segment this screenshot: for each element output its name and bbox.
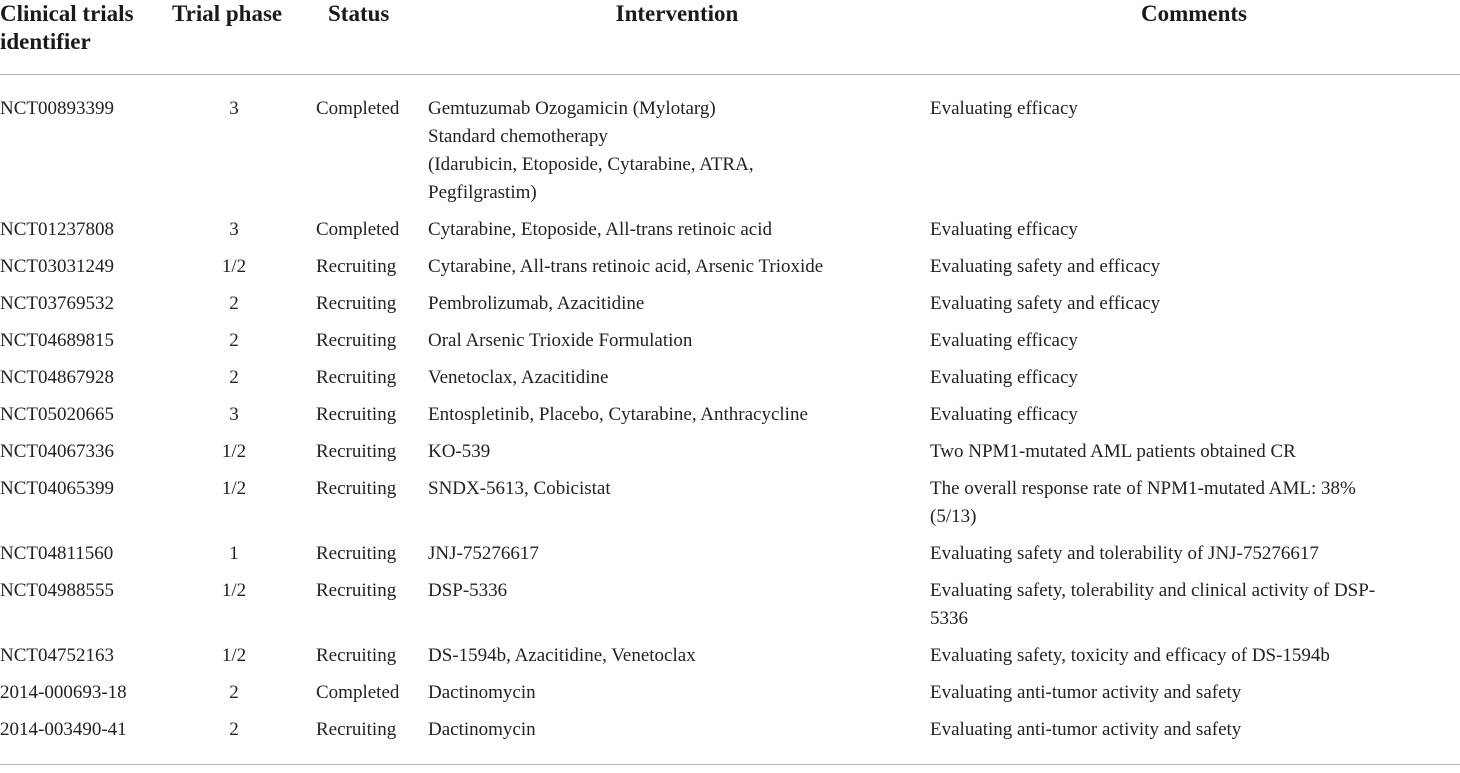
header-identifier-line1: Clinical trials (0, 1, 134, 26)
cell-phase: 2 (229, 293, 239, 314)
cell-intervention (426, 75, 928, 213)
cell-phase: 3 (229, 219, 239, 240)
cell-comments: Evaluating anti-tumor activity and safety (928, 712, 1460, 765)
intervention-line: (Idarubicin, Etoposide, Cytarabine, ATRA, (428, 154, 754, 175)
cell-status: Recruiting (316, 293, 397, 314)
cell-status: Recruiting (316, 367, 397, 388)
cell-comments: Evaluating safety and tolerability of JNJ-75276617 (930, 543, 1319, 564)
intervention-line: Cytarabine, Etoposide, All-trans retinoic acid (428, 219, 773, 240)
cell-comments: Evaluating safety and efficacy (930, 256, 1161, 277)
cell-intervention (426, 638, 928, 675)
cell-comments: Evaluating efficacy (930, 219, 1078, 240)
intervention-line: SNDX-5613, Cobicistat (428, 478, 611, 499)
table-row (0, 249, 1460, 286)
cell-intervention (426, 286, 928, 323)
cell-identifier: NCT05020665 (0, 404, 114, 425)
cell-comments: The overall response rate of NPM1-mutated AML: 38% (5/13) (930, 478, 1356, 527)
cell-identifier: NCT00893399 (0, 98, 114, 119)
intervention-line: Venetoclax, Azacitidine (428, 367, 609, 388)
cell-comments: Evaluating efficacy (930, 330, 1078, 351)
intervention-line: Standard chemotherapy (428, 126, 608, 147)
intervention-line: JNJ-75276617 (428, 543, 539, 564)
header-identifier-line2: identifier (0, 29, 91, 54)
cell-status: Recruiting (316, 580, 397, 601)
table-row (0, 360, 1460, 397)
header-identifier (0, 0, 164, 75)
cell-status: Recruiting (304, 712, 426, 765)
intervention-line: KO-539 (428, 441, 491, 462)
cell-phase: 2 (229, 682, 239, 703)
cell-status: Recruiting (316, 256, 397, 277)
table-body (0, 75, 1460, 765)
table-row (0, 75, 1460, 213)
table-row (0, 536, 1460, 573)
cell-identifier: 2014-003490-41 (0, 712, 164, 765)
cell-phase: 1 (229, 543, 239, 564)
cell-identifier: NCT04867928 (0, 367, 114, 388)
cell-comments: Evaluating efficacy (930, 98, 1078, 119)
cell-status: Recruiting (316, 478, 397, 499)
cell-identifier: NCT03031249 (0, 256, 114, 277)
cell-intervention (426, 471, 928, 536)
cell-intervention (426, 712, 928, 765)
cell-phase: 2 (229, 367, 239, 388)
intervention-line: Dactinomycin (428, 719, 536, 740)
cell-phase: 2 (164, 712, 304, 765)
cell-identifier: 2014-000693-18 (0, 682, 127, 703)
cell-status: Recruiting (316, 543, 397, 564)
intervention-line: Pembrolizumab, Azacitidine (428, 293, 645, 314)
cell-status: Completed (316, 219, 400, 240)
table-row (0, 286, 1460, 323)
cell-phase: 1/2 (221, 580, 247, 601)
intervention-line: Entospletinib, Placebo, Cytarabine, Anthracycline (428, 404, 808, 425)
cell-intervention (426, 249, 928, 286)
cell-phase: 1/2 (221, 256, 247, 277)
cell-comments: Evaluating anti-tumor activity and safety (930, 682, 1242, 703)
cell-identifier: NCT04689815 (0, 330, 114, 351)
header-row (0, 0, 1460, 75)
cell-comments: Evaluating safety and efficacy (930, 293, 1161, 314)
table-row (0, 471, 1460, 536)
cell-status: Completed (316, 682, 400, 703)
cell-intervention (426, 360, 928, 397)
intervention-line: Gemtuzumab Ozogamicin (Mylotarg) (428, 98, 716, 119)
intervention-line: Cytarabine, All-trans retinoic acid, Arsenic Trioxide (428, 256, 824, 277)
table-row (0, 573, 1460, 638)
cell-phase: 1/2 (221, 441, 247, 462)
header-comments: Comments (928, 0, 1460, 75)
cell-identifier: NCT01237808 (0, 219, 114, 240)
intervention-line: DS-1594b, Azacitidine, Venetoclax (428, 645, 696, 666)
cell-status: Recruiting (316, 330, 397, 351)
intervention-line: Oral Arsenic Trioxide Formulation (428, 330, 693, 351)
cell-intervention (426, 323, 928, 360)
table-row (0, 397, 1460, 434)
cell-status: Recruiting (316, 404, 397, 425)
cell-phase: 2 (229, 330, 239, 351)
table-row (0, 675, 1460, 712)
table-row (0, 323, 1460, 360)
cell-comments: Evaluating safety, tolerability and clinical activity of DSP-5336 (930, 580, 1376, 629)
cell-intervention (426, 212, 928, 249)
header-phase: Trial phase (164, 0, 304, 75)
intervention-line: Dactinomycin (428, 682, 536, 703)
table-row (0, 638, 1460, 675)
cell-status: Recruiting (316, 441, 397, 462)
intervention-line: DSP-5336 (428, 580, 508, 601)
cell-identifier: NCT04752163 (0, 645, 114, 666)
cell-identifier: NCT04067336 (0, 441, 114, 462)
cell-identifier: NCT04811560 (0, 543, 114, 564)
table-row (0, 434, 1460, 471)
table-row (0, 712, 1460, 765)
cell-intervention (426, 536, 928, 573)
header-status: Status (304, 0, 426, 75)
cell-intervention (426, 397, 928, 434)
cell-identifier: NCT04988555 (0, 580, 114, 601)
cell-status: Completed (316, 98, 400, 119)
cell-status: Recruiting (316, 645, 397, 666)
intervention-line: Pegfilgrastim) (428, 182, 537, 203)
cell-identifier: NCT04065399 (0, 478, 114, 499)
cell-identifier: NCT03769532 (0, 293, 114, 314)
cell-phase: 3 (229, 98, 239, 119)
cell-comments: Evaluating efficacy (930, 367, 1078, 388)
cell-comments: Two NPM1-mutated AML patients obtained CR (930, 441, 1296, 462)
table-row (0, 212, 1460, 249)
cell-phase: 1/2 (221, 645, 247, 666)
table-header (0, 0, 1460, 75)
cell-comments: Evaluating safety, toxicity and efficacy of DS-1594b (930, 645, 1330, 666)
cell-phase: 1/2 (221, 478, 247, 499)
cell-intervention (426, 434, 928, 471)
cell-intervention (426, 675, 928, 712)
cell-intervention (426, 573, 928, 638)
header-intervention: Intervention (426, 0, 928, 75)
cell-comments: Evaluating efficacy (930, 404, 1078, 425)
cell-phase: 3 (229, 404, 239, 425)
